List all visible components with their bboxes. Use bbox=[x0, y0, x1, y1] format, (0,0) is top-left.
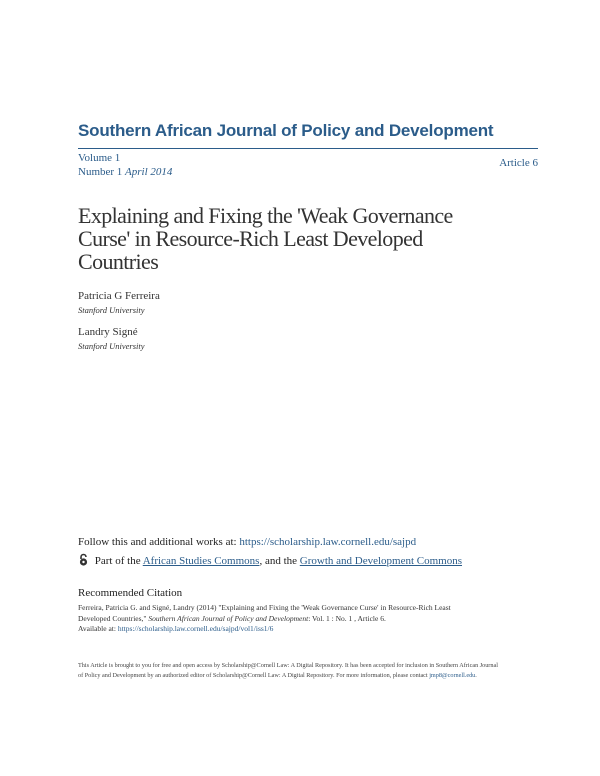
citation-text bbox=[78, 603, 498, 635]
issue-line bbox=[78, 166, 172, 178]
author-name: Landry Signé bbox=[78, 326, 138, 338]
citation-line: Ferreira, Patricia G. and Signé, Landry (2014) "Explaining and Fixing the 'Weak Governance Curse' in Resource-Rich Least bbox=[78, 603, 451, 612]
citation-line bbox=[78, 614, 498, 625]
citation-article-title: Developed Countries," bbox=[78, 613, 147, 623]
part-middle: , and the bbox=[259, 555, 298, 567]
article-title-line: Countries bbox=[78, 249, 159, 274]
citation-volume: : Vol. 1 : No. 1 , Article 6. bbox=[308, 613, 386, 623]
african-studies-commons-link[interactable]: African Studies Commons bbox=[142, 555, 260, 567]
available-prefix: Available at: bbox=[78, 624, 116, 633]
article-number: Article 6 bbox=[499, 157, 538, 169]
issue-date: April 2014 bbox=[125, 166, 173, 178]
header-divider bbox=[78, 148, 538, 149]
volume-label: Volume 1 bbox=[78, 152, 121, 164]
article-title-line: Curse' in Resource-Rich Least Developed bbox=[78, 226, 423, 251]
notice-end: . bbox=[475, 671, 477, 679]
author-name: Patricia G Ferreira bbox=[78, 290, 160, 302]
article-title bbox=[78, 204, 508, 273]
notice-text: This Article is brought to you for free and open access by Scholarship@Cornell Law: A Digital Repository. It has been accepted for inclusion in Southern African Journal of Policy and Development by an authorized editor of Scholarship@Cornell Law: A Digital Repository. For more information, please contact bbox=[78, 662, 498, 679]
author-affiliation: Stanford University bbox=[78, 341, 145, 351]
follow-prefix: Follow this and additional works at: bbox=[78, 536, 237, 548]
growth-development-commons-link[interactable]: Growth and Development Commons bbox=[299, 555, 463, 567]
article-title-line: Explaining and Fixing the 'Weak Governance bbox=[78, 203, 453, 228]
author-affiliation: Stanford University bbox=[78, 305, 145, 315]
journal-title: Southern African Journal of Policy and Development bbox=[78, 121, 494, 140]
citation-journal: Southern African Journal of Policy and Development bbox=[148, 613, 309, 623]
repository-notice bbox=[78, 661, 498, 680]
issue-number: Number 1 bbox=[78, 166, 123, 178]
collection-link[interactable]: https://scholarship.law.cornell.edu/sajpd bbox=[239, 536, 417, 548]
commons-line bbox=[78, 553, 462, 567]
article-url-link[interactable]: https://scholarship.law.cornell.edu/sajpd/vol1/iss1/6 bbox=[117, 624, 274, 633]
open-access-icon bbox=[78, 553, 89, 566]
citation-line bbox=[78, 624, 498, 635]
part-prefix: Part of the bbox=[94, 555, 141, 567]
contact-email-link[interactable]: jmp8@cornell.edu bbox=[429, 671, 476, 679]
recommended-citation-heading: Recommended Citation bbox=[78, 587, 183, 599]
follow-line bbox=[78, 536, 416, 548]
